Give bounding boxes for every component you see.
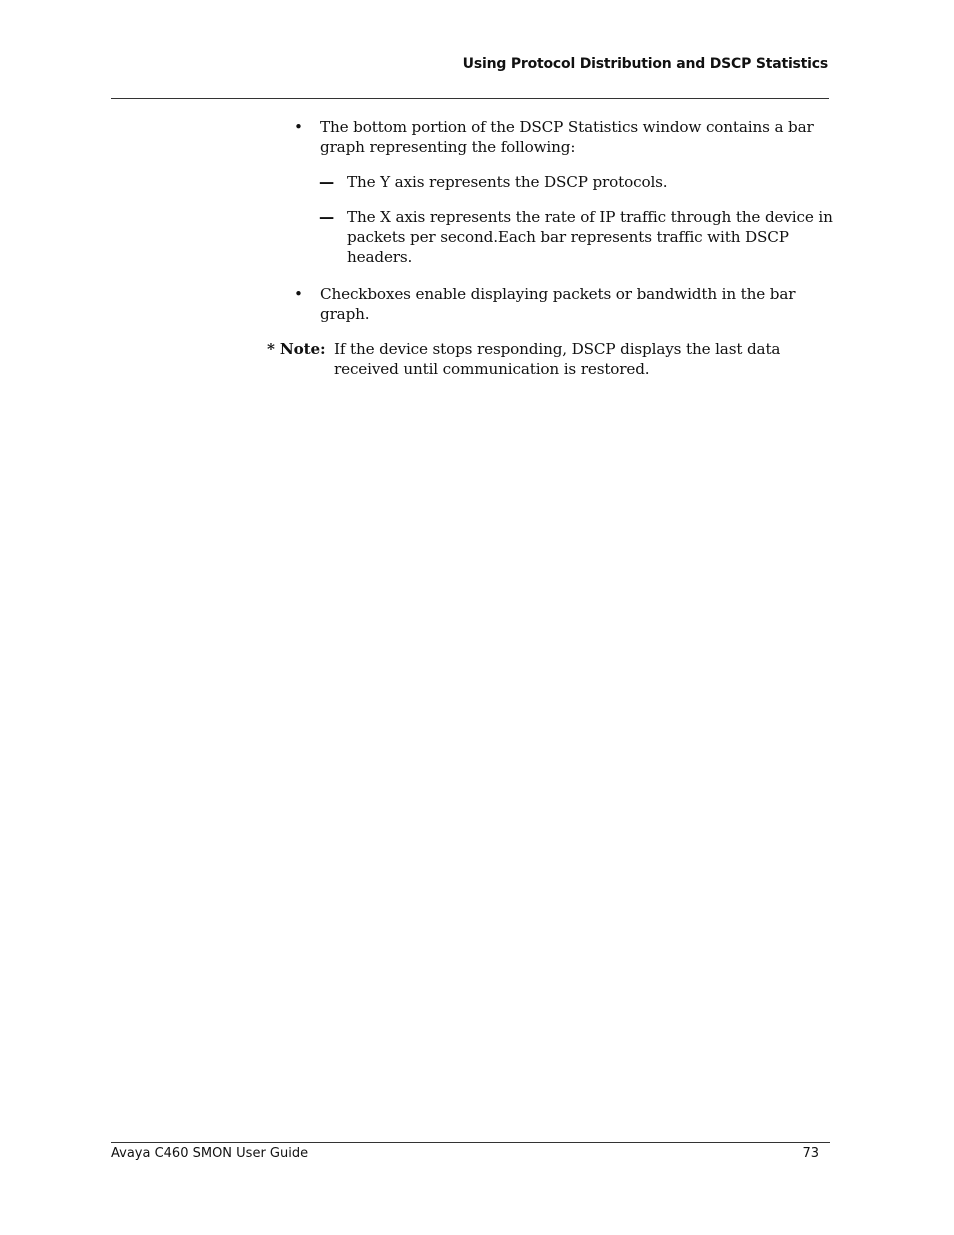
subitem-y-axis <box>319 172 834 192</box>
running-header: Using Protocol Distribution and DSCP Statistics <box>462 56 828 72</box>
footer-rule <box>111 1142 830 1143</box>
dash-marker: — <box>319 173 335 191</box>
bullet-item-checkboxes <box>294 284 834 324</box>
bullet-marker: • <box>294 285 303 303</box>
bullet-text: The bottom portion of the DSCP Statistics window contains a bar graph representing the following: <box>320 118 814 156</box>
bullet-marker: • <box>294 118 303 136</box>
note <box>267 339 827 379</box>
note-label: * Note: <box>267 340 326 358</box>
subitem-text: The Y axis represents the DSCP protocols. <box>347 173 668 191</box>
note-text: If the device stops responding, DSCP displays the last data received until communication is restored. <box>334 340 781 378</box>
subitem-x-axis <box>319 207 834 267</box>
header-rule <box>111 98 829 99</box>
footer-page-number: 73 <box>802 1146 819 1161</box>
bullet-text: Checkboxes enable displaying packets or bandwidth in the bar graph. <box>320 285 796 323</box>
dash-marker: — <box>319 208 335 226</box>
footer-guide-title: Avaya C460 SMON User Guide <box>111 1146 309 1161</box>
bullet-item-bar-graph <box>294 117 834 157</box>
subitem-text: The X axis represents the rate of IP traffic through the device in packets per second.Each bar represents traffic with DSCP headers. <box>347 208 833 266</box>
